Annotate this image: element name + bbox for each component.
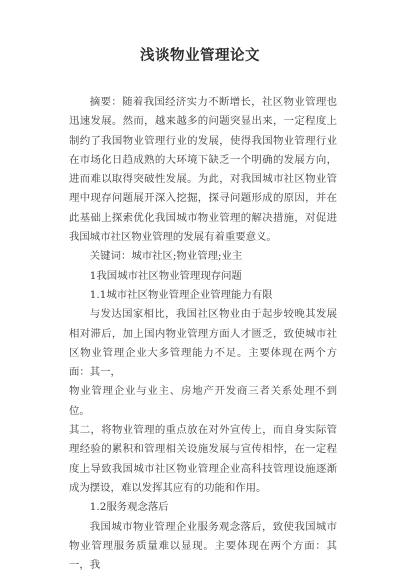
abstract-paragraph: 摘要：随着我国经济实力不断增长，社区物业管理也迅速发展。然而，越来越多的问题突显出来，一定程度上制约了我国物业管理行业的发展，使得我国物业管理行业在市场化日趋成熟的大环境下缺乏一个明确的发展方向，进而难以取得突破性发展。为此，对我国城市社区物业管理中现存问题展开深入挖掘，探寻问题形成的原因，并在此基础上探索优化我国城市物业管理的解决措施，对促进我国城市社区物业管理的发展有着重要意义。 (69, 96, 337, 244)
section-1-heading: 1我国城市社区物业管理现存问题 (89, 269, 242, 282)
body-paragraph-2: 物业管理企业与业主、房地产开发商三者关系处理不到位。 (69, 385, 337, 417)
section-1-2-heading: 1.2服务观念落后 (89, 501, 169, 514)
body-paragraph-1: 与发达国家相比，我国社区物业由于起步较晚其发展相对滞后，加上国内物业管理方面人才匮乏，致使城市社区物业管理企业大多管理能力不足。主要体现在两个方面：其一， (69, 308, 337, 379)
body-paragraph-3: 其二，将物业管理的重点放在对外宣传上，而自身实际管理经验的累积和管理相关设施发展与宣传相悖，在一定程度上导致我国城市社区物业管理企业高科技管理设施逐渐成为摆设，难以发挥其应有的功能和作用。 (69, 424, 337, 494)
keywords-line: 关键词：城市社区;物业管理;业主 (89, 250, 243, 263)
document-title: 浅谈物业管理论文 (140, 48, 260, 64)
body-paragraph-4: 我国城市物业管理企业服务观念落后，致使我国城市物业管理服务质量难以显现。主要体现在两个方面：其一，我 (69, 520, 337, 572)
document-body (69, 93, 337, 575)
section-1-1-heading: 1.1城市社区物业管理企业管理能力有限 (89, 288, 273, 301)
